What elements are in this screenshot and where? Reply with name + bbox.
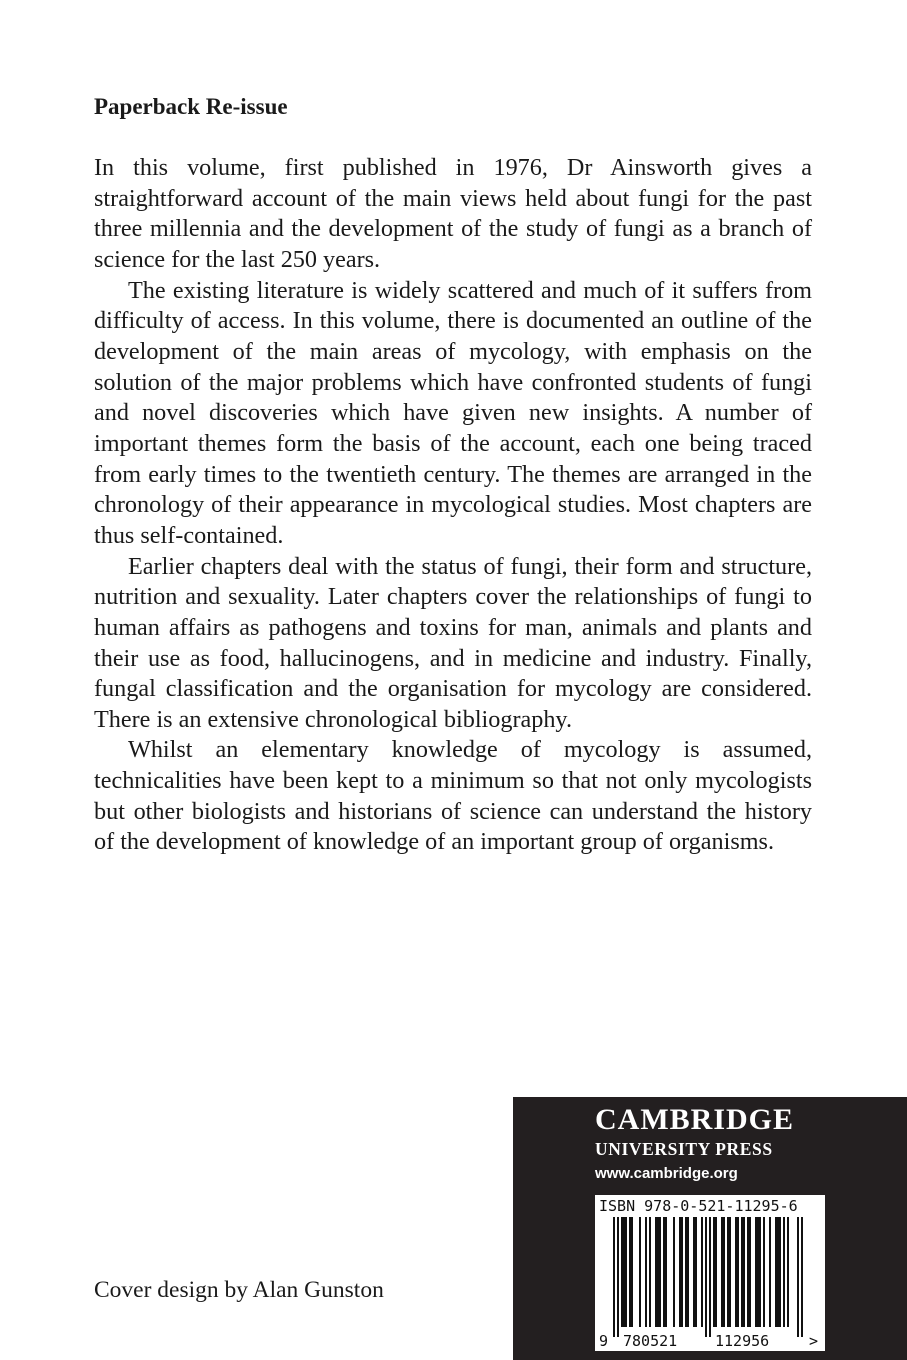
barcode-bar: [705, 1217, 707, 1337]
barcode-bar: [759, 1217, 761, 1327]
barcode-bar: [743, 1217, 745, 1327]
isbn-label: ISBN 978-0-521-11295-6: [599, 1197, 798, 1215]
barcode-bar: [757, 1217, 759, 1327]
barcode-bar: [695, 1217, 697, 1327]
barcode-bar: [617, 1217, 619, 1337]
publisher-logo-name: CAMBRIDGE: [595, 1103, 795, 1136]
cover-design-credit: Cover design by Alan Gunston: [94, 1277, 384, 1303]
barcode-bar: [639, 1217, 641, 1327]
blurb-paragraph-3: Earlier chapters deal with the status of fungi, their form and structure, nutrition and sexuality. Later chapters cover the relationships of fungi to human affairs as pathogens and toxins for man, animals and plants and their use as food, hallucinogens, and in medicine and industry. Finally, fungal classification and the organisation for mycology are considered. There is an extensive chronological bibliography.: [94, 552, 812, 733]
barcode-bar: [749, 1217, 751, 1327]
barcode-bar: [665, 1217, 667, 1327]
barcode-bar: [659, 1217, 661, 1327]
barcode-bar: [727, 1217, 729, 1327]
barcode-bar: [741, 1217, 743, 1327]
barcode-bar: [729, 1217, 731, 1327]
blurb-paragraph-4: Whilst an elementary knowledge of mycology is assumed, technicalities have been kept to a minimum so that not only mycologists but other biologists and historians of science can understand the history of the development of knowledge of an important group of organisms.: [94, 736, 812, 856]
barcode-right-digits: 112956: [715, 1332, 770, 1350]
barcode-bar: [787, 1217, 789, 1327]
barcode-bar: [625, 1217, 627, 1327]
barcode-bar: [801, 1217, 803, 1337]
isbn-barcode: [595, 1195, 825, 1351]
barcode-bar: [657, 1217, 659, 1327]
barcode-bar: [747, 1217, 749, 1327]
barcode-bar: [655, 1217, 657, 1327]
barcode-bar: [621, 1217, 623, 1327]
barcode-bar: [673, 1217, 675, 1327]
barcode-bar: [797, 1217, 799, 1337]
barcode-quiet-zone-marker: >: [809, 1332, 819, 1350]
barcode-bar: [679, 1217, 681, 1327]
barcode-icon: [595, 1195, 825, 1351]
barcode-bar: [713, 1217, 715, 1327]
barcode-bar: [681, 1217, 683, 1327]
barcode-bar: [777, 1217, 779, 1327]
barcode-bar: [649, 1217, 651, 1327]
barcode-bar: [631, 1217, 633, 1327]
back-cover-heading: Paperback Re-issue: [94, 94, 288, 119]
barcode-bar: [715, 1217, 717, 1327]
blurb-paragraph-2: The existing literature is widely scattered and much of it suffers from difficulty of access. In this volume, there is documented an outline of the development of the main areas of mycology, with emphasis on the solution of the major problems which have confronted students of fungi and novel discoveries which have given new insights. A number of important themes form the basis of the account, each one being traced from early times to the twentieth century. The themes are arranged in the chronology of their appearance in mycological studies. Most chapters are thus self-contained.: [94, 276, 812, 549]
barcode-bar: [645, 1217, 647, 1327]
barcode-bar: [623, 1217, 625, 1327]
barcode-bar: [693, 1217, 695, 1327]
barcode-bar: [763, 1217, 765, 1327]
barcode-bar: [737, 1217, 739, 1327]
barcode-bar: [723, 1217, 725, 1327]
barcode-first-digit: 9: [599, 1332, 609, 1350]
barcode-bar: [735, 1217, 737, 1327]
publisher-logo-subname: UNIVERSITY PRESS: [595, 1139, 773, 1159]
barcode-bar: [613, 1217, 615, 1337]
blurb-text: [94, 153, 812, 858]
publisher-url: www.cambridge.org: [595, 1165, 738, 1182]
publisher-panel: [513, 1097, 907, 1360]
barcode-left-digits: 780521: [623, 1332, 678, 1350]
barcode-bar: [687, 1217, 689, 1327]
barcode-bar: [779, 1217, 781, 1327]
barcode-bar: [783, 1217, 785, 1327]
barcode-bar: [775, 1217, 777, 1327]
barcode-bar: [755, 1217, 757, 1327]
barcode-bar: [629, 1217, 631, 1327]
barcode-bar: [685, 1217, 687, 1327]
barcode-bar: [709, 1217, 711, 1337]
barcode-bar: [769, 1217, 771, 1327]
barcode-bar: [721, 1217, 723, 1327]
barcode-bar: [663, 1217, 665, 1327]
blurb-paragraph-1: In this volume, first published in 1976, Dr Ainsworth gives a straightforward account of the main views held about fungi for the past three millennia and the development of the study of fungi as a branch of science for the last 250 years.: [94, 154, 812, 273]
barcode-bar: [701, 1217, 703, 1327]
